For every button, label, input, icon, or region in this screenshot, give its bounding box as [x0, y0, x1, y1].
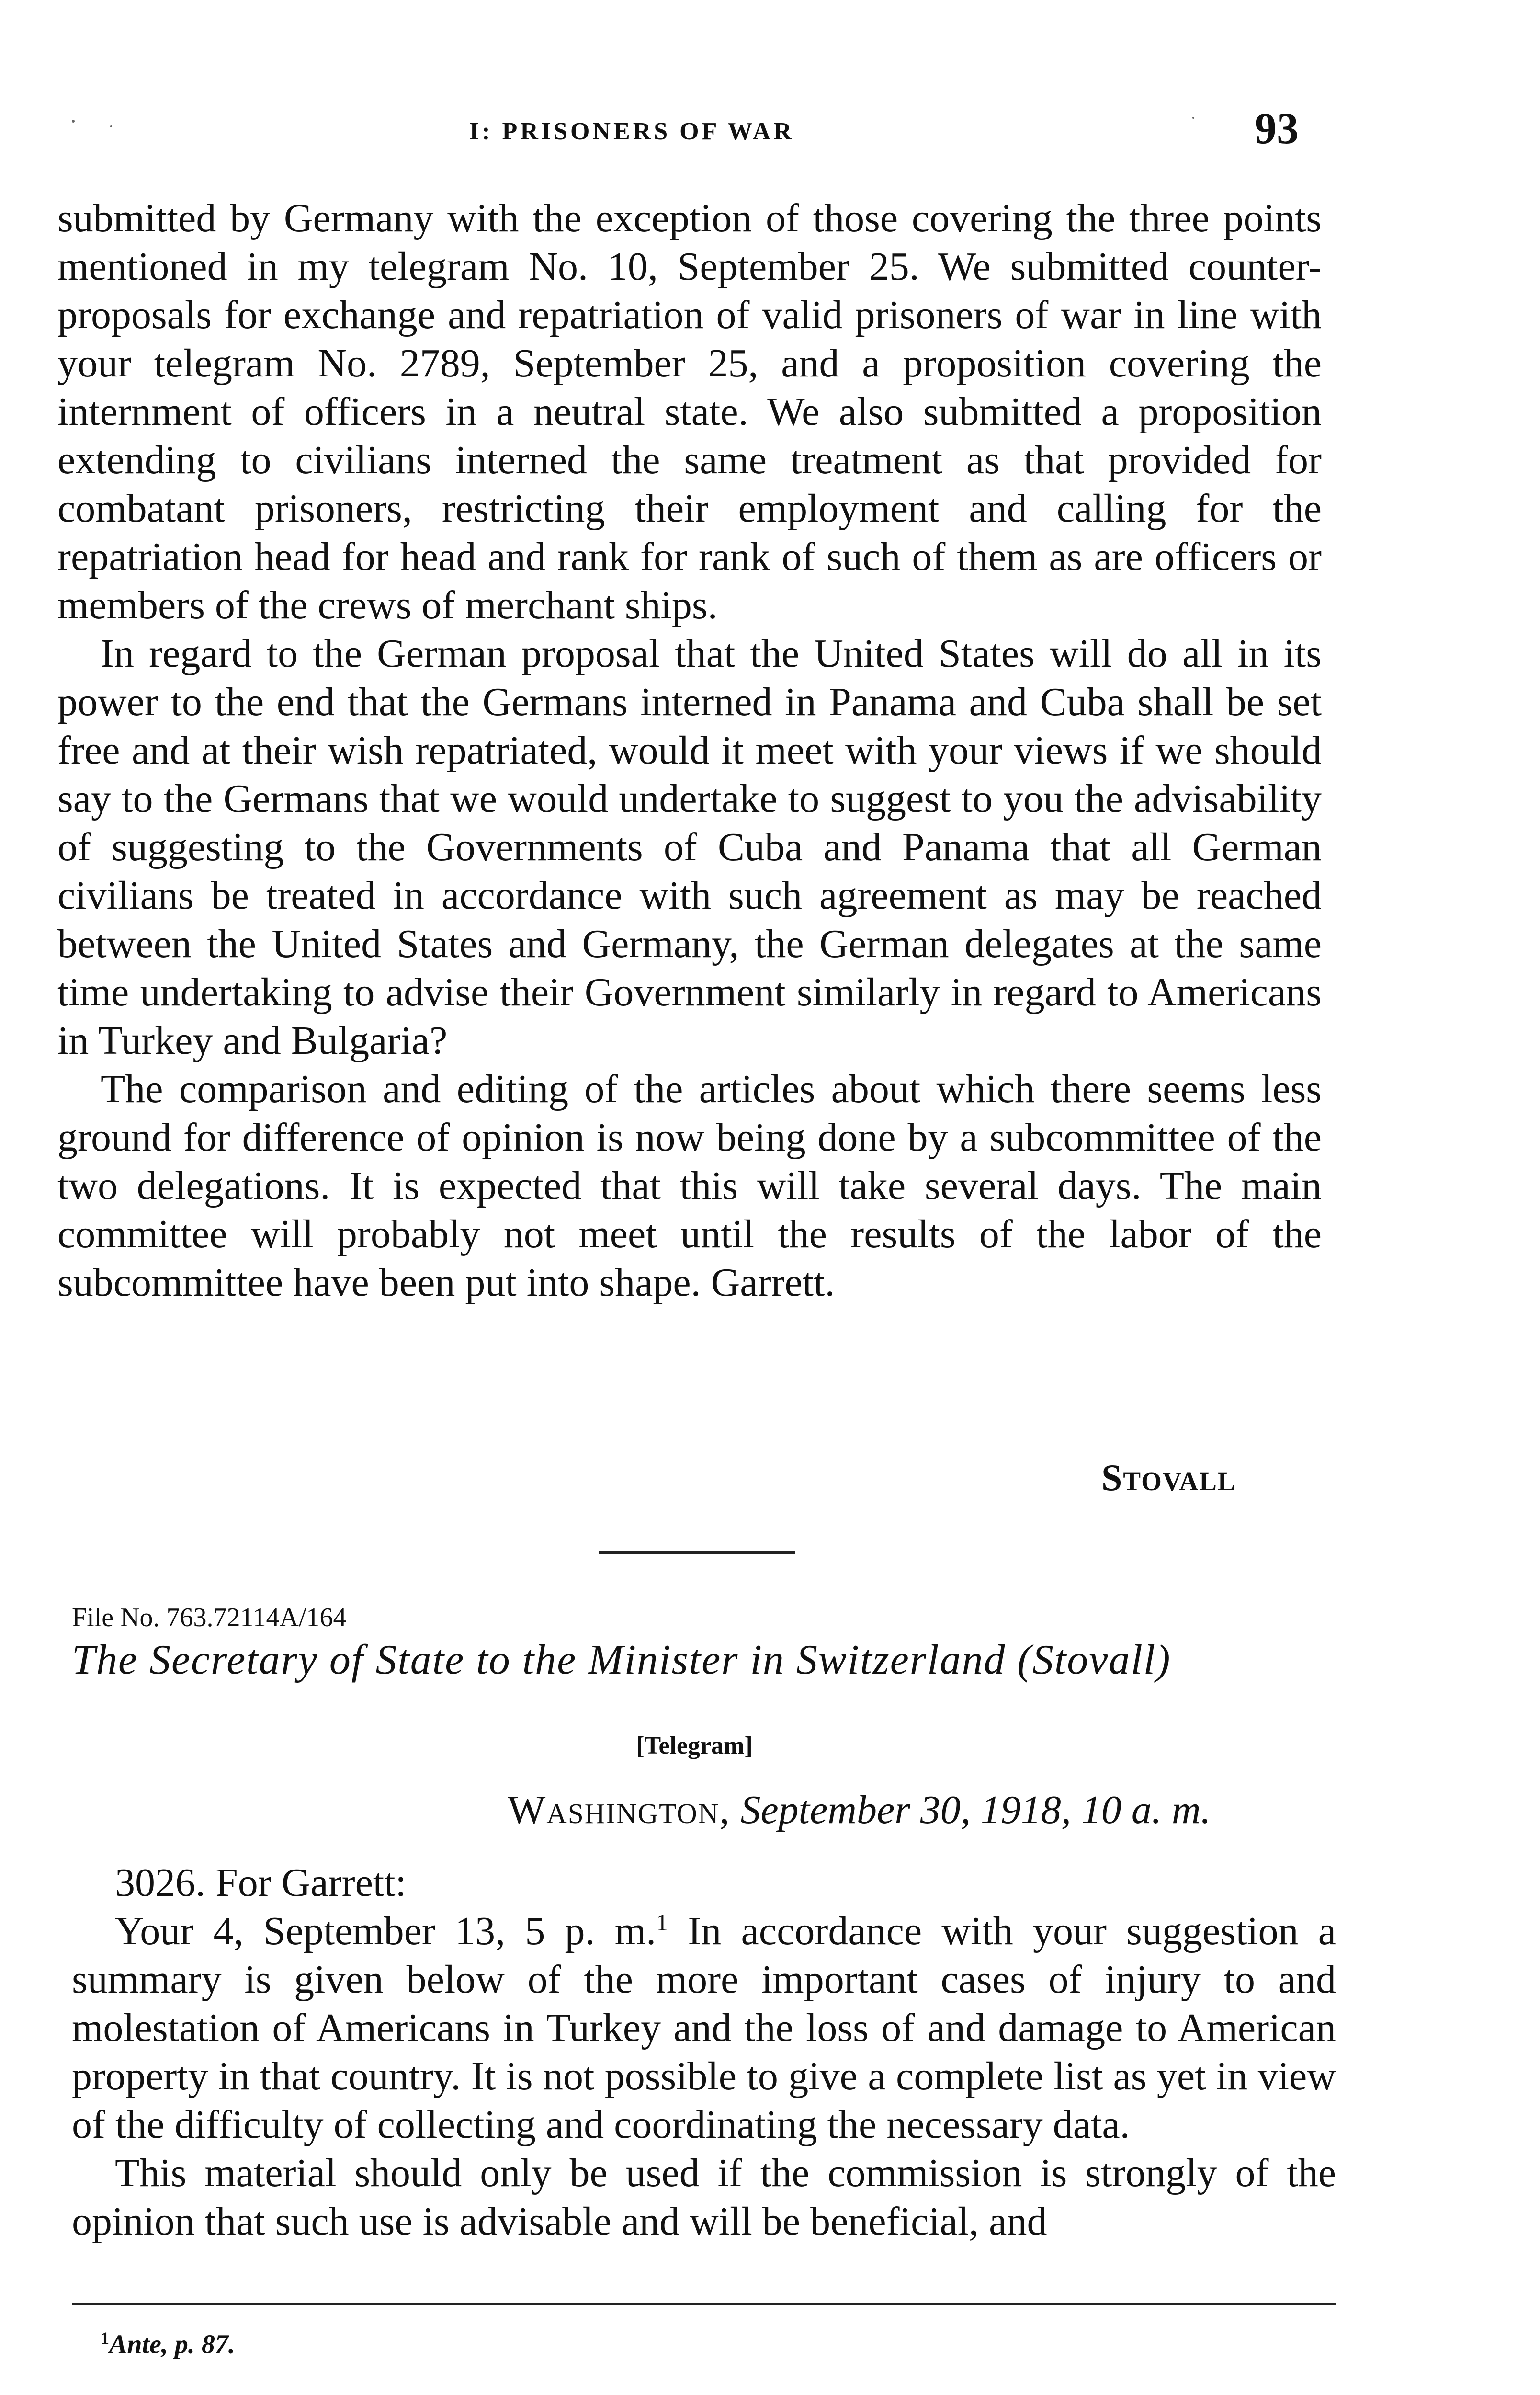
section2-body [72, 1859, 1336, 2246]
footnote [101, 2328, 235, 2360]
paragraph-rest: In accordance with your suggestion a summary is given below of the more important cases of injury to and molestation of Americans in Turkey and the loss of and damage to American property in that country. It is not possible to give a complete list as yet in view of the difficulty of collecting and coordinating the necessary data. [72, 1909, 1336, 2147]
paragraph: The comparison and editing of the articles about which there seems less ground for difference of opinion is now being done by a subcommittee of the two delegations. It is expected that this will take several days. The main committee will probably not meet until the results of the labor of the subcommittee have been put into shape. Garrett. [57, 1067, 1322, 1305]
telegram-label: [Telegram] [636, 1732, 753, 1759]
signature: Stovall [1101, 1457, 1236, 1498]
dateline [508, 1787, 1211, 1833]
paragraph: In regard to the German proposal that the United States will do all in its power to the end that the Germans interned in Panama and Cuba shall be set free and at their wish repatriated, would it meet with your views if we should say to the Germans that we would undertake to suggest to you the advisability of suggesting to the Governments of Cuba and Panama that all German civilians be treated in accordance with such agreement as may be reached between the United States and Germany, the German delegates at the same time undertaking to advise their Government similarly in regard to Americans in Turkey and Bulgaria? [57, 631, 1322, 1063]
section1-body [57, 194, 1322, 1307]
dateline-date: September 30, 1918, 10 a. m. [740, 1788, 1211, 1832]
section-divider [599, 1551, 795, 1554]
footnote-ref: 1 [656, 1909, 668, 1936]
paragraph: This material should only be used if the commission is strongly of the opinion that such use is advisable and will be beneficial, and [72, 2151, 1336, 2244]
paragraph: submitted by Germany with the exception of those covering the three points mentioned in my telegram No. 10, September 25. We submitted counter-proposals for exchange and repatriation of valid prisoners of war in line with your telegram No. 2789, September 25, and a proposition covering the internment of officers in a neutral state. We also submitted a proposition extending to civilians interned the same treatment as that provided for combatant prisoners, restricting their employment and calling for the repatriation head for head and rank for rank of such of them as are officers or members of the crews of merchant ships. [57, 196, 1322, 627]
paragraph-lead: Your 4, September 13, 5 p. m. [115, 1909, 657, 1953]
page-number: 93 [1255, 104, 1299, 153]
dateline-place: Washington, [508, 1788, 731, 1832]
paragraph [72, 1907, 1336, 2149]
footnote-rule [72, 2303, 1336, 2305]
document-title: The Secretary of State to the Minister in Switzerland (Stovall) [72, 1637, 1171, 1683]
file-number: File No. 763.72114A/164 [72, 1603, 347, 1632]
footnote-text: Ante, p. 87. [109, 2329, 235, 2360]
running-head [57, 103, 1322, 160]
footnote-marker: 1 [101, 2328, 109, 2348]
paragraph: 3026. For Garrett: [115, 1860, 407, 1905]
running-title: I: PRISONERS OF WAR [469, 118, 794, 145]
